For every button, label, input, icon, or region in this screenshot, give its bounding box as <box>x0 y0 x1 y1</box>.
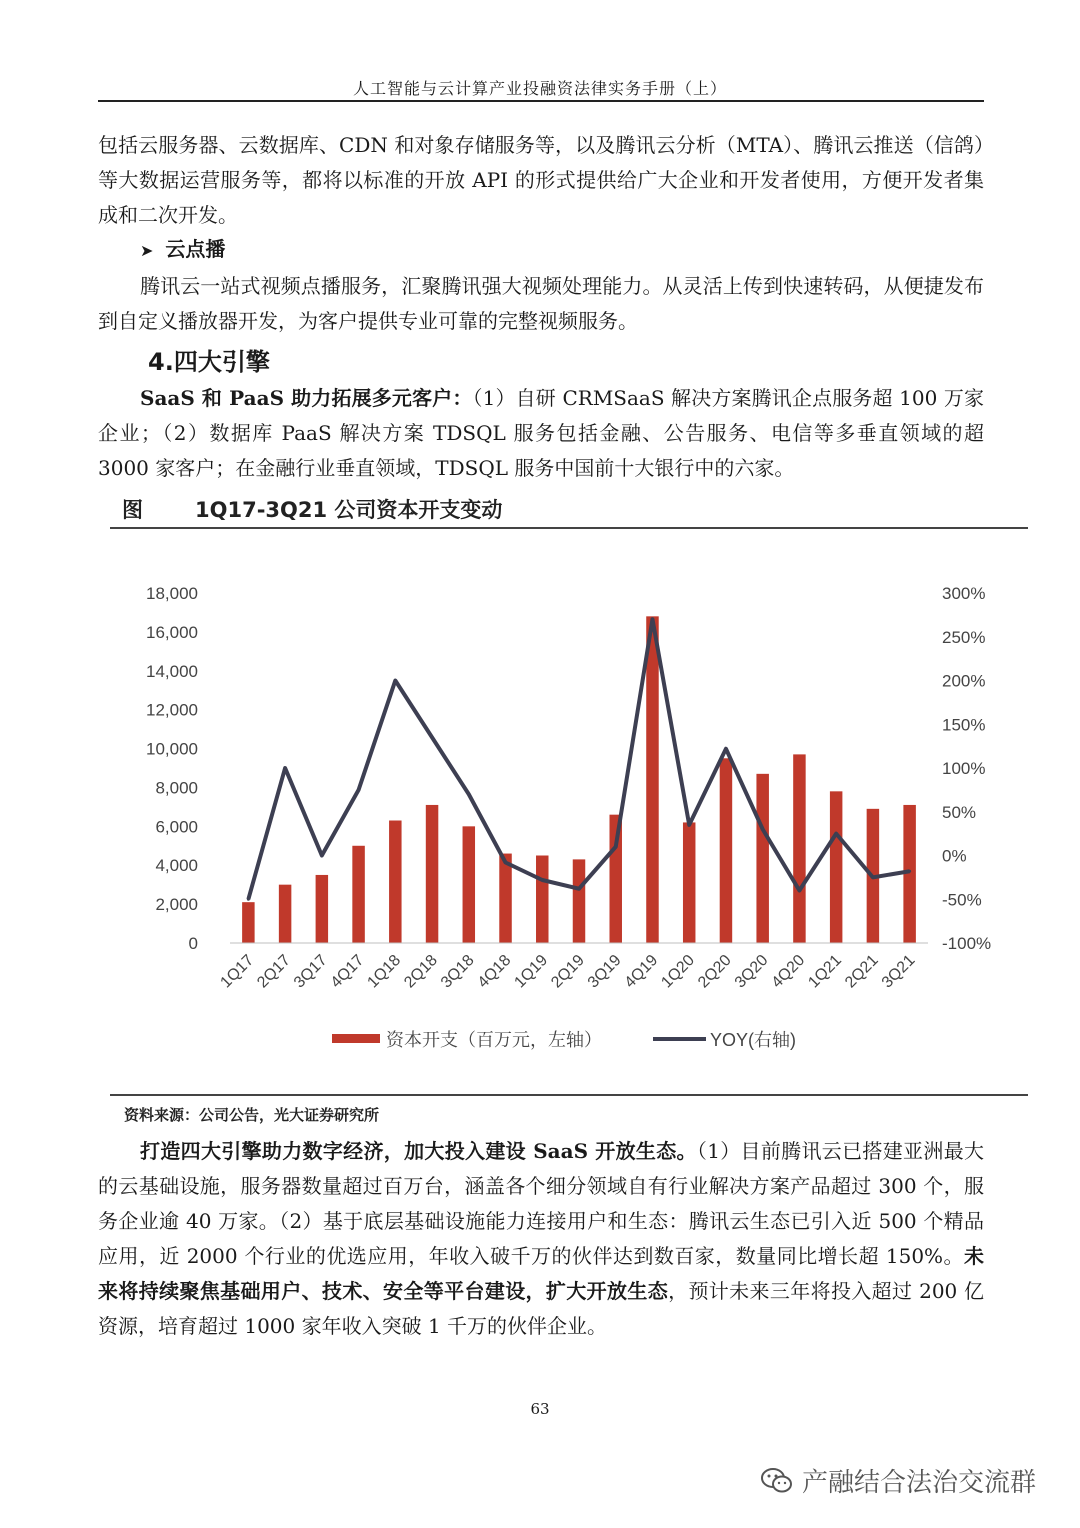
watermark <box>760 1462 1036 1499</box>
figure-title <box>122 494 502 524</box>
left-tick-label: 2,000 <box>155 895 198 915</box>
yoy-line <box>248 619 909 899</box>
x-tick-label: 1Q21 <box>805 951 845 992</box>
capex-bar-1Q20 <box>683 822 695 943</box>
yoy-point-1Q20 <box>688 823 691 826</box>
capex-bar-4Q18 <box>499 854 511 943</box>
closing-text-2: ，预计未来三年将投入超过 200 亿资源，培育超过 1000 家年收入突破 1 千万的伙伴企业。 <box>98 1279 985 1338</box>
right-tick-label: -100% <box>942 934 992 953</box>
left-tick-label: 6,000 <box>155 817 198 837</box>
left-tick-label: 10,000 <box>146 739 198 759</box>
capex-bar-4Q19 <box>646 616 658 943</box>
yoy-line-series <box>247 618 911 901</box>
x-tick-label: 1Q18 <box>364 951 405 992</box>
header-divider <box>98 100 984 102</box>
intro-paragraph <box>98 128 984 233</box>
left-tick-label: 12,000 <box>146 700 198 720</box>
x-tick-label: 3Q18 <box>437 951 478 992</box>
x-tick-label: 1Q19 <box>511 951 552 992</box>
capex-bar-3Q19 <box>609 815 621 943</box>
yoy-point-4Q19 <box>651 618 654 621</box>
arrow-bullet-icon: ➤ <box>140 241 154 260</box>
capex-bar-3Q17 <box>316 875 328 943</box>
saas-bold-lead: SaaS 和 PaaS 助力拓展多元客户： <box>140 386 473 410</box>
right-tick-label: 200% <box>942 671 986 691</box>
saas-paragraph <box>98 381 984 486</box>
closing-paragraph <box>98 1134 984 1344</box>
saas-content <box>98 381 984 486</box>
yoy-point-1Q21 <box>835 832 838 835</box>
yoy-point-1Q19 <box>541 879 544 882</box>
x-axis-labels <box>217 952 918 992</box>
yoy-point-2Q21 <box>871 876 874 879</box>
yoy-point-3Q17 <box>320 854 323 857</box>
x-tick-label: 3Q17 <box>290 951 331 992</box>
capex-bar-2Q17 <box>279 885 291 943</box>
capex-bar-4Q17 <box>352 846 364 943</box>
capex-bar-4Q20 <box>793 754 805 943</box>
right-tick-label: 100% <box>942 759 986 778</box>
x-tick-label: 2Q17 <box>254 951 294 992</box>
x-tick-label: 2Q21 <box>842 951 882 992</box>
x-tick-label: 2Q20 <box>695 951 735 992</box>
right-tick-label: 250% <box>942 627 986 647</box>
page-header-title: 人工智能与云计算产业投融资法律实务手册（上） <box>352 79 727 98</box>
legend-label-capex: 资本开支（百万元，左轴） <box>386 1030 602 1050</box>
x-tick-label: 2Q19 <box>548 951 588 992</box>
left-tick-label: 16,000 <box>146 622 198 642</box>
closing-text-1: （1）目前腾讯云已搭建亚洲最大的云基础设施，服务器数量超过百万台，涵盖各个细分领域自有行业解决方案产品超过 300 个，服务企业逾 40 万家。（2）基于底层基础设施能力连接用户和生态：腾讯云生态已引入近 500 个精品应用，近 2000 个行业的优选应用，年收入破千万的伙伴达到数百家，数量同比增长超 150%。 <box>98 1139 985 1268</box>
capex-bar-1Q19 <box>536 856 548 944</box>
closing-bold-lead: 打造四大引擎助力数字经济，加大投入建设 SaaS 开放生态。 <box>140 1139 697 1163</box>
left-tick-label: 4,000 <box>155 856 198 876</box>
capex-chart <box>110 560 1028 1090</box>
x-tick-label: 3Q19 <box>584 951 625 992</box>
yoy-point-3Q21 <box>908 870 911 873</box>
left-tick-label: 8,000 <box>155 778 198 798</box>
figure-top-rule <box>110 527 1028 529</box>
capex-bar-2Q20 <box>720 758 732 943</box>
capex-bar-1Q17 <box>242 902 254 943</box>
capex-bar-3Q20 <box>756 774 768 943</box>
yoy-point-3Q20 <box>761 828 764 831</box>
left-tick-label: 14,000 <box>146 661 198 681</box>
x-tick-label: 4Q19 <box>621 951 662 992</box>
yoy-point-2Q17 <box>284 767 287 770</box>
x-tick-label: 1Q17 <box>217 951 258 992</box>
figure-label: 图 <box>122 498 143 522</box>
left-tick-label: 18,000 <box>146 584 198 603</box>
saas-text: （1）自研 CRMSaaS 解决方案腾讯企点服务超 100 万家企业；（2）数据库 PaaS 解决方案 TDSQL 服务包括金融、公告服务、电信等多垂直领域的超 3000 家客户；在金融行业垂直领域，TDSQL 服务中国前十大银行中的六家。 <box>98 386 985 480</box>
figure-title-text: 1Q17-3Q21 公司资本开支变动 <box>195 498 503 522</box>
vod-paragraph <box>98 269 984 339</box>
wechat-icon <box>760 1467 794 1495</box>
capex-bar-1Q18 <box>389 821 401 944</box>
yoy-point-4Q17 <box>357 788 360 791</box>
capex-bar-3Q18 <box>463 826 475 943</box>
right-tick-label: 0% <box>942 846 967 866</box>
yoy-point-2Q18 <box>431 736 434 739</box>
vod-heading <box>140 233 225 262</box>
vod-heading-text: 云点播 <box>165 237 226 261</box>
right-tick-label: 50% <box>942 802 977 822</box>
right-tick-label: 300% <box>942 584 986 603</box>
yoy-point-1Q17 <box>247 898 250 901</box>
figure-bottom-rule <box>110 1094 1028 1096</box>
watermark-text: 产融结合法治交流群 <box>802 1468 1037 1498</box>
x-tick-label: 3Q21 <box>878 951 919 992</box>
legend-label-yoy: YOY(右轴) <box>710 1030 797 1050</box>
x-tick-label: 4Q18 <box>474 951 515 992</box>
yoy-point-3Q18 <box>467 793 470 796</box>
x-tick-label: 1Q20 <box>658 951 699 992</box>
right-tick-label: 150% <box>942 715 986 735</box>
yoy-point-2Q19 <box>578 887 581 890</box>
capex-bar-2Q18 <box>426 805 438 943</box>
closing-bold-mid: 未来将持续聚焦基础用户、技术、安全等平台建设，扩大开放生态 <box>98 1244 984 1303</box>
yoy-point-2Q20 <box>724 747 727 750</box>
yoy-point-4Q18 <box>504 861 507 864</box>
left-tick-label: 0 <box>188 934 198 953</box>
right-tick-label: -50% <box>942 890 982 910</box>
intro-text: 包括云服务器、云数据库、CDN 和对象存储服务等，以及腾讯云分析（MTA）、腾讯云推送（信鸽）等大数据运营服务等，都将以标准的开放 API 的形式提供给广大企业和开发者使用，方便开发者集成和二次开发。 <box>98 133 984 227</box>
x-tick-label: 3Q20 <box>731 951 772 992</box>
figure-source: 资料来源：公司公告，光大证券研究所 <box>124 1106 380 1124</box>
chart-legend <box>332 1030 796 1050</box>
closing-content <box>98 1134 984 1344</box>
yoy-point-3Q19 <box>614 845 617 848</box>
legend-swatch-capex <box>332 1034 380 1043</box>
right-axis <box>942 584 991 953</box>
capex-bar-1Q21 <box>830 791 842 943</box>
yoy-point-4Q20 <box>798 889 801 892</box>
left-axis <box>146 584 198 953</box>
vod-text: 腾讯云一站式视频点播服务，汇聚腾讯强大视频处理能力。从灵活上传到快速转码，从便捷发布到自定义播放器开发，为客户提供专业可靠的完整视频服务。 <box>98 274 984 333</box>
page-number: 63 <box>530 1400 550 1418</box>
yoy-point-1Q18 <box>394 679 397 682</box>
x-tick-label: 4Q17 <box>327 951 368 992</box>
section-title: 4.四大引擎 <box>148 348 270 376</box>
x-tick-label: 2Q18 <box>401 951 441 992</box>
capex-bars <box>242 616 916 943</box>
capex-bar-2Q19 <box>573 859 585 943</box>
x-tick-label: 4Q20 <box>768 951 809 992</box>
